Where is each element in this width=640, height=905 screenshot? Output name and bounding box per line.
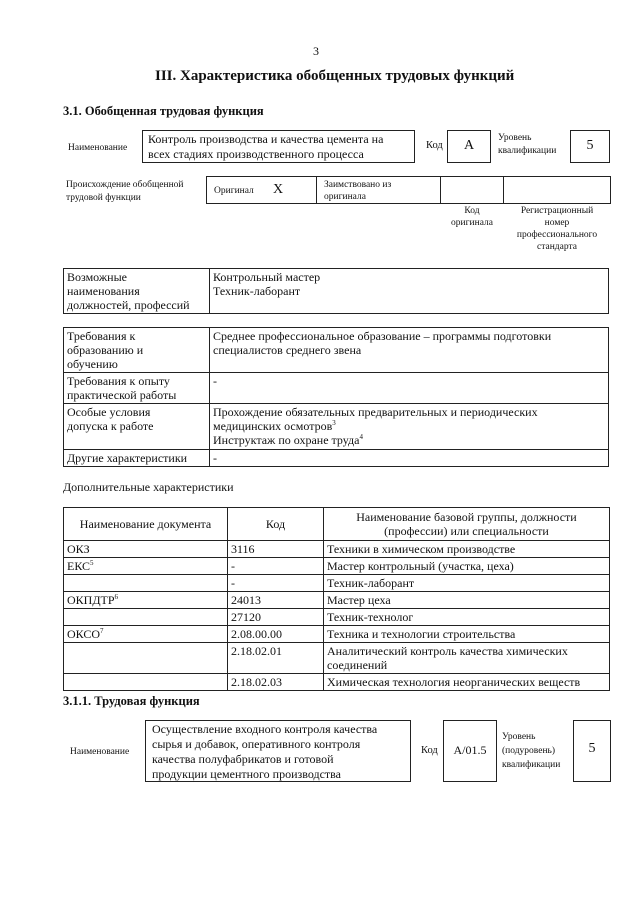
req-conditions-value xyxy=(210,404,609,450)
req-conditions-line2 xyxy=(213,419,605,433)
additional-name: Техники в химическом производстве xyxy=(324,541,610,558)
additional-row xyxy=(64,674,610,691)
orig-code-caption: Код оригинала xyxy=(451,206,493,228)
tf-code-value: А/01.5 xyxy=(453,743,487,757)
col-code-header: Код xyxy=(228,508,324,541)
gtf-code-label: Код xyxy=(426,140,443,151)
positions-label: Возможные наименования должностей, профессий xyxy=(64,269,210,314)
col-name-header: Наименование базовой группы, должности (профессии) или специальности xyxy=(324,508,610,541)
req-experience-value: - xyxy=(210,373,609,404)
borrowed-label: Заимствовано из оригинала xyxy=(324,180,392,202)
additional-row xyxy=(64,643,610,674)
origin-borrowed-cell xyxy=(316,176,441,204)
additional-doc-footnote: 6 xyxy=(114,593,119,601)
footnote-3: 3 xyxy=(332,419,336,427)
additional-row xyxy=(64,609,610,626)
page-number: 3 xyxy=(313,44,319,58)
req-education-label: Требования к образованию и обучению xyxy=(64,328,210,373)
additional-row xyxy=(64,592,610,609)
req-experience-label: Требования к опыту практической работы xyxy=(64,373,210,404)
additional-name: Мастер контрольный (участка, цеха) xyxy=(324,558,610,575)
tf-name-value: Осуществление входного контроля качества сырья и добавок, оперативного контроля качества полуфабрикатов и готовой продукции цементного производства xyxy=(152,722,378,781)
tf-level-value: 5 xyxy=(588,741,596,756)
additional-table xyxy=(63,507,610,691)
additional-doc-cell xyxy=(64,575,228,592)
additional-name: Аналитический контроль качества химических соединений xyxy=(324,643,610,674)
gtf-code-box xyxy=(447,130,491,163)
gtf-name-box xyxy=(142,130,415,163)
additional-header-row xyxy=(64,508,610,541)
req-conditions-line1: Прохождение обязательных предварительных и периодических xyxy=(213,405,538,419)
tf-heading: 3.1.1. Трудовая функция xyxy=(63,694,200,708)
additional-doc: ОКПДТР xyxy=(67,593,115,607)
req-other-label: Другие характеристики xyxy=(64,450,210,467)
additional-doc: ОКЗ xyxy=(67,542,90,556)
additional-doc-cell xyxy=(64,592,228,609)
additional-code: 2.08.00.00 xyxy=(228,626,324,643)
additional-row xyxy=(64,626,610,643)
req-conditions-line3 xyxy=(213,433,605,447)
tf-level-label: Уровень (подуровень) квалификации xyxy=(502,732,561,770)
additional-code: - xyxy=(228,558,324,575)
additional-row xyxy=(64,575,610,592)
gtf-origin-label: Происхождение обобщенной трудовой функции xyxy=(66,180,184,203)
tf-level-box xyxy=(573,720,611,782)
additional-code: 3116 xyxy=(228,541,324,558)
additional-name: Химическая технология неорганических веществ xyxy=(324,674,610,691)
col-doc-header: Наименование документа xyxy=(64,508,228,541)
footnote-4: 4 xyxy=(359,433,363,441)
section-title: III. Характеристика обобщенных трудовых функций xyxy=(155,68,515,84)
req-conditions-label: Особые условия допуска к работе xyxy=(64,404,210,450)
additional-name: Техник-лаборант xyxy=(324,575,610,592)
additional-name: Мастер цеха xyxy=(324,592,610,609)
req-other-value: - xyxy=(210,450,609,467)
gtf-name-value: Контроль производства и качества цемента на всех стадиях производственного процесса xyxy=(148,132,384,161)
tf-code-box xyxy=(443,720,497,782)
gtf-name-label: Наименование xyxy=(68,143,128,153)
gtf-level-value: 5 xyxy=(586,138,594,153)
req-conditions-line3-text: Инструктаж по охране труда xyxy=(213,433,360,447)
gtf-heading: 3.1. Обобщенная трудовая функция xyxy=(63,104,264,118)
additional-doc-cell xyxy=(64,674,228,691)
additional-row xyxy=(64,558,610,575)
additional-code: 2.18.02.03 xyxy=(228,674,324,691)
tf-name-box xyxy=(145,720,411,782)
tf-name-label: Наименование xyxy=(70,747,130,757)
additional-heading: Дополнительные характеристики xyxy=(63,480,234,494)
origin-original-cell xyxy=(206,176,317,204)
req-row-education xyxy=(64,328,609,373)
additional-name: Техника и технологии строительства xyxy=(324,626,610,643)
additional-name: Техник-технолог xyxy=(324,609,610,626)
additional-doc: ЕКС xyxy=(67,559,91,573)
additional-doc: ОКСО xyxy=(67,627,101,641)
req-row-conditions xyxy=(64,404,609,450)
gtf-level-box xyxy=(570,130,610,163)
additional-code: 2.18.02.01 xyxy=(228,643,324,674)
additional-doc-cell xyxy=(64,643,228,674)
positions-row xyxy=(64,269,609,314)
tf-code-label: Код xyxy=(421,745,438,756)
positions-table xyxy=(63,268,609,314)
requirements-table xyxy=(63,327,609,467)
origin-code-cell xyxy=(440,176,504,204)
additional-body xyxy=(64,541,610,691)
additional-doc-footnote: 5 xyxy=(90,559,94,567)
additional-code: 24013 xyxy=(228,592,324,609)
additional-doc-cell xyxy=(64,626,228,643)
positions-value: Контрольный мастер Техник-лаборант xyxy=(210,269,609,314)
req-row-experience xyxy=(64,373,609,404)
req-row-other xyxy=(64,450,609,467)
gtf-level-label: Уровень квалификации xyxy=(498,133,557,156)
req-conditions-line2-text: медицинских осмотров xyxy=(213,419,333,433)
gtf-code-value: А xyxy=(463,138,475,153)
original-label: Оригинал xyxy=(214,186,254,196)
additional-doc-footnote: 7 xyxy=(100,627,104,635)
original-mark: X xyxy=(273,182,284,197)
req-education-value: Среднее профессиональное образование – программы подготовки специалистов среднего звена xyxy=(210,328,609,373)
additional-row xyxy=(64,541,610,558)
reg-caption: Регистрационный номер профессионального стандарта xyxy=(516,206,598,252)
additional-code: 27120 xyxy=(228,609,324,626)
additional-doc-cell xyxy=(64,541,228,558)
additional-doc-cell xyxy=(64,558,228,575)
additional-doc-cell xyxy=(64,609,228,626)
additional-code: - xyxy=(228,575,324,592)
origin-reg-cell xyxy=(503,176,611,204)
